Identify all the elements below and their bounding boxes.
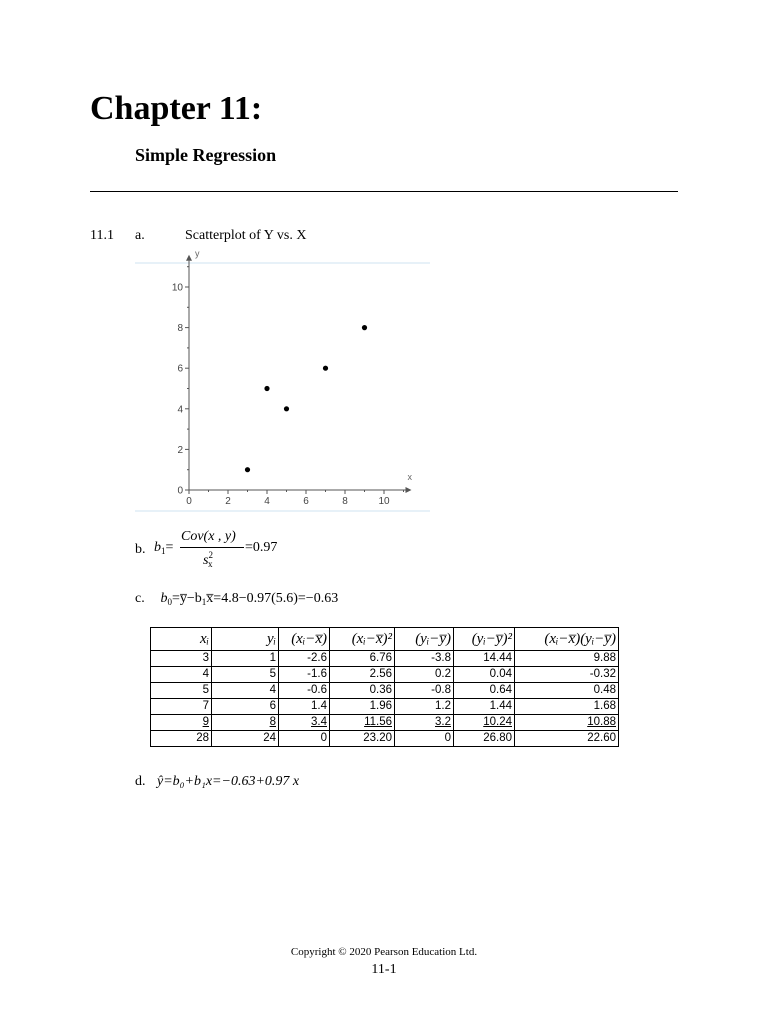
table-cell: -3.8 [395, 651, 454, 667]
x-tick-label: 6 [303, 496, 309, 507]
table-cell: -2.6 [279, 651, 330, 667]
b1-subscript-c: 1 [201, 597, 207, 607]
table-cell: -0.6 [279, 683, 330, 699]
title-divider [90, 191, 678, 192]
table-cell: 1 [212, 651, 279, 667]
col-y-dev-sq: (yᵢ−y̅)² [454, 628, 515, 651]
scatterplot-svg [135, 248, 430, 512]
b0-base: b [160, 591, 168, 606]
b1-base: b [154, 540, 161, 555]
table-row [151, 651, 619, 667]
table-cell: 4 [212, 683, 279, 699]
b1-symbol: $b_1=$ [154, 540, 174, 556]
table-cell: 5 [212, 667, 279, 683]
x-tick-label: 2 [225, 496, 231, 507]
y-tick-label: 4 [177, 404, 183, 416]
table-cell: 26.80 [454, 731, 515, 747]
col-x-dev-sq: (xᵢ−x̅)² [330, 628, 395, 651]
table-cell: 10.24 [454, 715, 515, 731]
table-row [151, 715, 619, 731]
data-point [362, 325, 367, 330]
copyright-notice: Copyright © 2020 Pearson Education Ltd. [290, 946, 478, 958]
table-cell: 6 [212, 699, 279, 715]
regression-line: ŷ=b₀+b₁x=−0.63+0.97 x [157, 774, 300, 789]
table-cell: 3 [151, 651, 212, 667]
table-cell: 23.20 [330, 731, 395, 747]
table-cell: 4 [151, 667, 212, 683]
y-axis-arrow [186, 255, 192, 261]
y-tick-label: 6 [177, 363, 183, 375]
calculation-table [150, 627, 619, 747]
table-cell: 1.68 [515, 699, 619, 715]
table-cell: 1.96 [330, 699, 395, 715]
problem-number: 11.1 [90, 228, 114, 243]
table-cell: 0.04 [454, 667, 515, 683]
table-cell: 2.56 [330, 667, 395, 683]
table-cell: 0.36 [330, 683, 395, 699]
table-cell: -0.32 [515, 667, 619, 683]
table-cell: 28 [151, 731, 212, 747]
fraction-bar [180, 547, 244, 548]
den-base: s [203, 553, 209, 568]
table-cell: 10.88 [515, 715, 619, 731]
table-cell: 5 [151, 683, 212, 699]
y-tick-label: 8 [177, 323, 183, 335]
y-tick-label: 2 [177, 444, 183, 456]
part-b-label: b. [135, 542, 146, 557]
col-yi: yᵢ [212, 628, 279, 651]
b1-subscript: 1 [161, 546, 166, 556]
part-c-equation [135, 592, 338, 607]
table-cell: 0 [279, 731, 330, 747]
table-cell: 0.48 [515, 683, 619, 699]
col-xi: xᵢ [151, 628, 212, 651]
table-cell: 22.60 [515, 731, 619, 747]
table-row [151, 699, 619, 715]
table-cell: 24 [212, 731, 279, 747]
table-total-row [151, 731, 619, 747]
part-b-equation [135, 528, 395, 572]
x-axis-label: x [407, 472, 412, 482]
b0-subscript: 0 [167, 597, 172, 607]
table-cell: 1.44 [454, 699, 515, 715]
part-d-equation [135, 775, 299, 789]
table-cell: 8 [212, 715, 279, 731]
part-d-label: d. [135, 774, 146, 789]
cov-numerator [181, 530, 236, 544]
table-cell: 9.88 [515, 651, 619, 667]
table-row [151, 667, 619, 683]
part-a-caption: Scatterplot of Y vs. X [185, 228, 307, 243]
x-tick-label: 0 [186, 496, 192, 507]
page-number: 11-1 [371, 962, 397, 977]
table-cell: 7 [151, 699, 212, 715]
data-point [245, 467, 250, 472]
x-tick-label: 4 [264, 496, 270, 507]
den-sub: x [207, 559, 213, 569]
x-tick-label: 10 [378, 496, 390, 507]
table-cell: 9 [151, 715, 212, 731]
part-c-label: c. [135, 591, 145, 606]
c-tail: x̅=4.8−0.97(5.6)=−0.63 [206, 591, 339, 606]
y-tick-label: 0 [177, 485, 183, 497]
den-sup: 2 [208, 550, 213, 560]
data-point [284, 406, 289, 411]
table-cell: 3.4 [279, 715, 330, 731]
table-cell: -0.8 [395, 683, 454, 699]
table-header-row [151, 628, 619, 651]
table-cell: 0.64 [454, 683, 515, 699]
table-row [151, 683, 619, 699]
cov-text: Cov(x , y) [181, 529, 236, 544]
data-point [264, 386, 269, 391]
x-tick-label: 8 [342, 496, 348, 507]
chapter-title: Chapter 11: [90, 90, 263, 127]
col-y-dev: (yᵢ−y̅) [395, 628, 454, 651]
data-point [323, 366, 328, 371]
c-middle: =y̅−b [172, 591, 202, 606]
part-a-label: a. [135, 228, 145, 243]
table-cell: 11.56 [330, 715, 395, 731]
table-cell: 0 [395, 731, 454, 747]
scatterplot [135, 248, 430, 512]
table-cell: 0.2 [395, 667, 454, 683]
x-axis-arrow [406, 487, 412, 493]
table-cell: 1.2 [395, 699, 454, 715]
col-x-dev: (xᵢ−x̅) [279, 628, 330, 651]
table-cell: -1.6 [279, 667, 330, 683]
table-cell: 6.76 [330, 651, 395, 667]
b1-result: =0.97 [245, 540, 278, 555]
y-tick-label: 10 [171, 282, 183, 294]
y-axis-label: y [195, 248, 200, 259]
col-product: (xᵢ−x̅)(yᵢ−y̅) [515, 628, 619, 651]
table-cell: 3.2 [395, 715, 454, 731]
chapter-subtitle: Simple Regression [135, 145, 277, 165]
table-cell: 14.44 [454, 651, 515, 667]
variance-denominator [203, 551, 212, 569]
table-cell: 1.4 [279, 699, 330, 715]
